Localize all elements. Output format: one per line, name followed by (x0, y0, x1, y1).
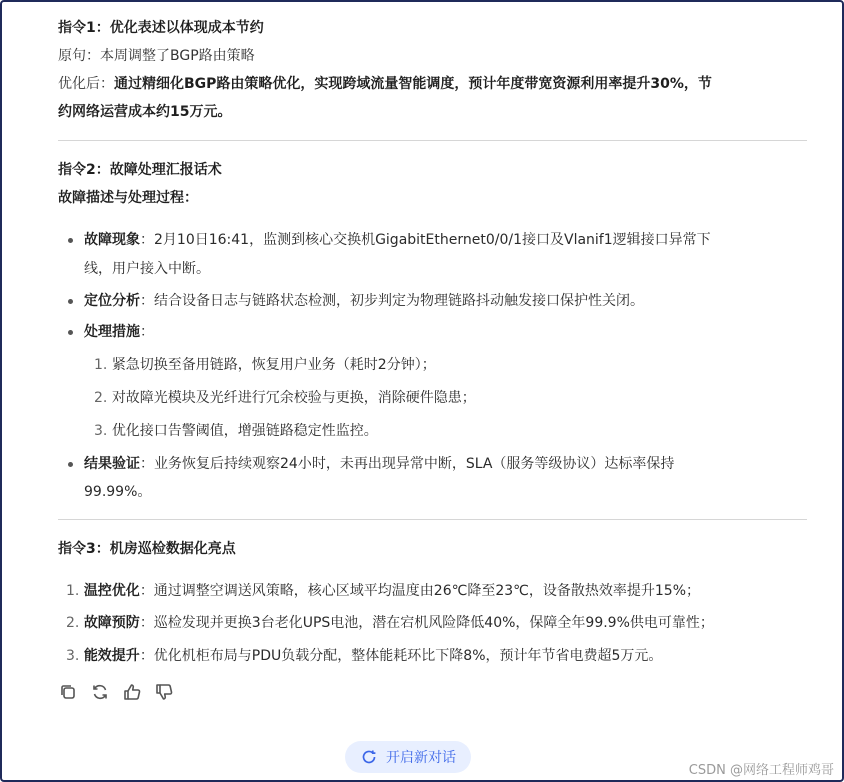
step-number: 1. (94, 357, 108, 373)
phenomenon-text-2: 线，用户接入中断。 (84, 261, 210, 277)
bullet-dot (68, 299, 73, 304)
item-label: 故障预防 (83, 615, 140, 631)
measures-line (84, 322, 154, 342)
new-chat-label: 开启新对话 (386, 750, 456, 766)
verify-line-1 (84, 454, 674, 474)
step-number: 3. (94, 423, 108, 439)
optimized-prefix: 优化后： (58, 76, 114, 92)
step-item (94, 421, 378, 441)
section-2-title: 指令2：故障处理汇报话术 (58, 162, 222, 178)
item-label: 温控优化 (83, 583, 140, 599)
verify-label: 结果验证 (84, 456, 140, 472)
divider (58, 140, 807, 141)
watermark: CSDN @网络工程师鸡哥 (688, 763, 834, 778)
section-1-title: 指令1：优化表述以体现成本节约 (58, 20, 264, 36)
phenomenon-label: 故障现象 (84, 232, 140, 248)
item-text: ：优化机柜布局与PDU负载分配，整体能耗环比下降8%，预计年节省电费超5万元。 (139, 648, 663, 664)
step-text: 对故障光模块及光纤进行冗余校验与更换，消除硬件隐患； (111, 390, 476, 406)
phenomenon-line-1 (84, 230, 711, 250)
thumbs-up-icon[interactable] (122, 682, 142, 702)
new-chat-icon (360, 748, 378, 766)
analysis-line (84, 291, 644, 311)
section-3-title: 指令3：机房巡检数据化亮点 (58, 541, 236, 557)
bullet-dot (68, 330, 73, 335)
optimized-line-2: 约网络运营成本约15万元。 (58, 104, 232, 120)
regenerate-icon[interactable] (90, 682, 110, 702)
step-number: 2. (94, 390, 108, 406)
copy-icon[interactable] (58, 682, 78, 702)
optimized-line-1 (58, 74, 712, 94)
step-item (94, 388, 476, 408)
highlight-item (66, 646, 662, 666)
step-item (94, 355, 436, 375)
section-2-subtitle: 故障描述与处理过程： (58, 190, 198, 206)
divider (58, 519, 807, 520)
verify-text-2: 99.99%。 (84, 484, 152, 500)
optimized-text-1: 通过精细化BGP路由策略优化，实现跨域流量智能调度，预计年度带宽资源利用率提升30%，节 (114, 76, 712, 92)
item-text: ：巡检发现并更换3台老化UPS电池，潜在宕机风险降低40%，保障全年99.9%供电可靠性； (139, 615, 714, 631)
highlight-item (66, 581, 700, 601)
highlight-item (66, 613, 714, 633)
analysis-text: ：结合设备日志与链路状态检测，初步判定为物理链路抖动触发接口保护性关闭。 (140, 293, 644, 309)
original-sentence: 原句：本周调整了BGP路由策略 (58, 48, 255, 64)
item-number: 1. (66, 583, 80, 599)
phenomenon-text-1: ：2月10日16:41，监测到核心交换机GigabitEthernet0/0/1接口及Vlanif1逻辑接口异常下 (140, 232, 711, 248)
measures-label: 处理措施 (84, 324, 140, 340)
item-number: 3. (66, 648, 80, 664)
bullet-dot (68, 238, 73, 243)
analysis-label: 定位分析 (84, 293, 140, 309)
item-text: ：通过调整空调送风策略，核心区域平均温度由26℃降至23℃，设备散热效率提升15%； (139, 583, 701, 599)
item-label: 能效提升 (83, 648, 140, 664)
verify-text-1: ：业务恢复后持续观察24小时，未再出现异常中断，SLA（服务等级协议）达标率保持 (140, 456, 675, 472)
step-text: 紧急切换至备用链路，恢复用户业务（耗时2分钟）； (111, 357, 436, 373)
step-text: 优化接口告警阈值，增强链路稳定性监控。 (111, 423, 378, 439)
new-chat-button[interactable] (345, 741, 471, 773)
item-number: 2. (66, 615, 80, 631)
measures-colon: ： (140, 324, 154, 340)
thumbs-down-icon[interactable] (154, 682, 174, 702)
bullet-dot (68, 462, 73, 467)
